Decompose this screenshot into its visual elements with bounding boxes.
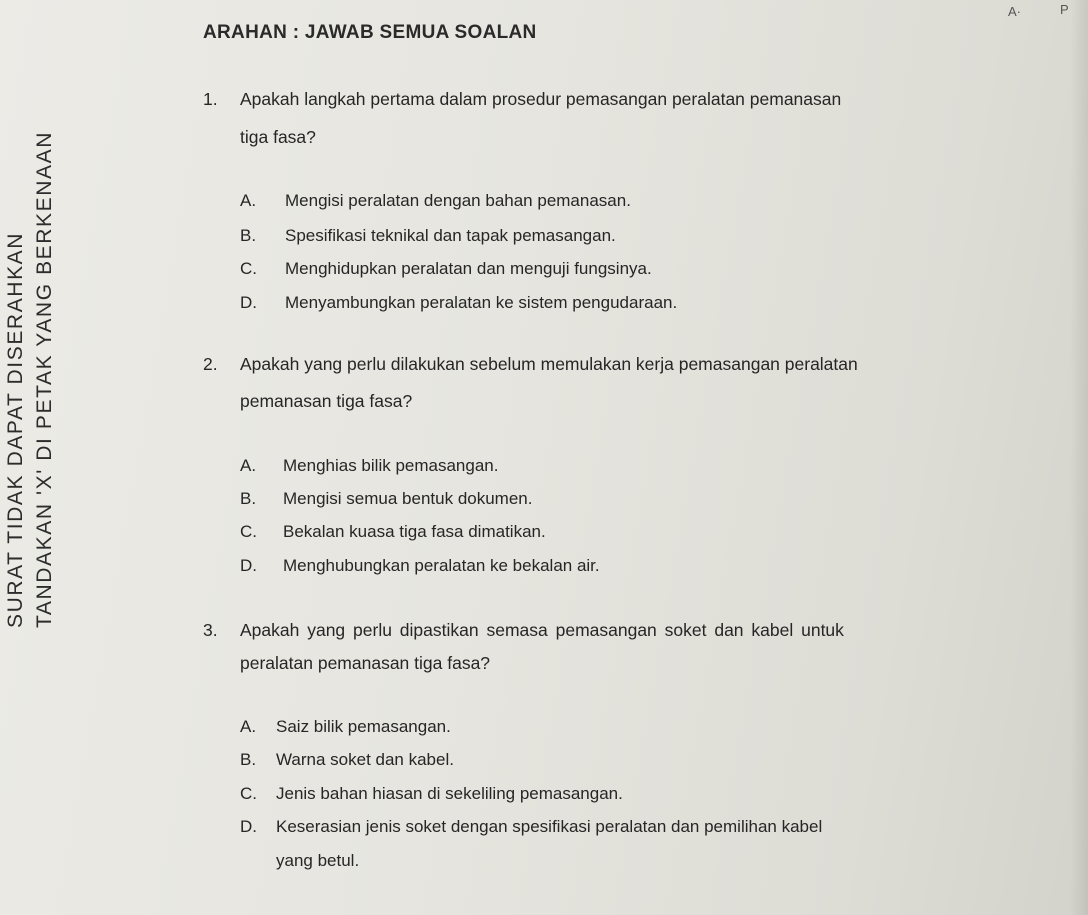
option-text: Menyambungkan peralatan ke sistem pengudaraan. (285, 293, 678, 312)
option-text: Spesifikasi teknikal dan tapak pemasangan. (285, 226, 616, 245)
corner-mark-b: P (1060, 2, 1069, 17)
option-letter: C. (240, 522, 257, 541)
option-text: Warna soket dan kabel. (276, 750, 454, 769)
question-1-text-line-2: tiga fasa? (240, 127, 316, 147)
option-text: Mengisi peralatan dengan bahan pemanasan. (285, 191, 631, 210)
corner-mark-a: A· (1008, 4, 1021, 19)
question-2-number: 2. (203, 354, 218, 374)
option-text: Jenis bahan hiasan di sekeliling pemasangan. (276, 784, 623, 803)
option-text: Saiz bilik pemasangan. (276, 717, 451, 736)
option-letter: D. (240, 556, 257, 575)
option-letter: D. (240, 293, 257, 312)
option-text: Bekalan kuasa tiga fasa dimatikan. (283, 522, 546, 541)
option-text: Menghubungkan peralatan ke bekalan air. (283, 556, 600, 575)
option-letter: C. (240, 784, 257, 803)
question-3-text-line-1: Apakah yang perlu dipastikan semasa pemasangan soket dan kabel untuk (240, 620, 844, 640)
question-3-text-line-2: peralatan pemanasan tiga fasa? (240, 653, 491, 673)
option-letter: B. (240, 750, 257, 769)
instruction-heading: ARAHAN : JAWAB SEMUA SOALAN (203, 22, 537, 43)
option-letter: A. (240, 191, 257, 210)
question-1-number: 1. (203, 89, 218, 109)
question-2-text-line-2: pemanasan tiga fasa? (240, 391, 413, 411)
option-text: Menghias bilik pemasangan. (283, 456, 499, 475)
question-2-text-line-1: Apakah yang perlu dilakukan sebelum memulakan kerja pemasangan peralatan (240, 354, 858, 374)
option-text: Mengisi semua bentuk dokumen. (283, 489, 533, 508)
option-text-continued: yang betul. (276, 851, 360, 870)
option-letter: A. (240, 717, 257, 736)
option-letter: C. (240, 259, 257, 278)
question-1-text-line-1: Apakah langkah pertama dalam prosedur pemasangan peralatan pemanasan (240, 89, 842, 109)
option-letter: D. (240, 817, 257, 836)
option-letter: A. (240, 456, 257, 475)
margin-note-line-2: TANDAKAN 'X' DI PETAK YANG BERKENAAN (33, 130, 56, 628)
page-edge-shadow (1070, 0, 1088, 915)
option-text: Keserasian jenis soket dengan spesifikasi peralatan dan pemilihan kabel (276, 817, 823, 836)
question-3-number: 3. (203, 620, 218, 640)
option-text: Menghidupkan peralatan dan menguji fungsinya. (285, 259, 652, 278)
option-letter: B. (240, 226, 257, 245)
margin-note-line-1: SURAT TIDAK DAPAT DISERAHKAN (4, 231, 27, 628)
option-letter: B. (240, 489, 257, 508)
